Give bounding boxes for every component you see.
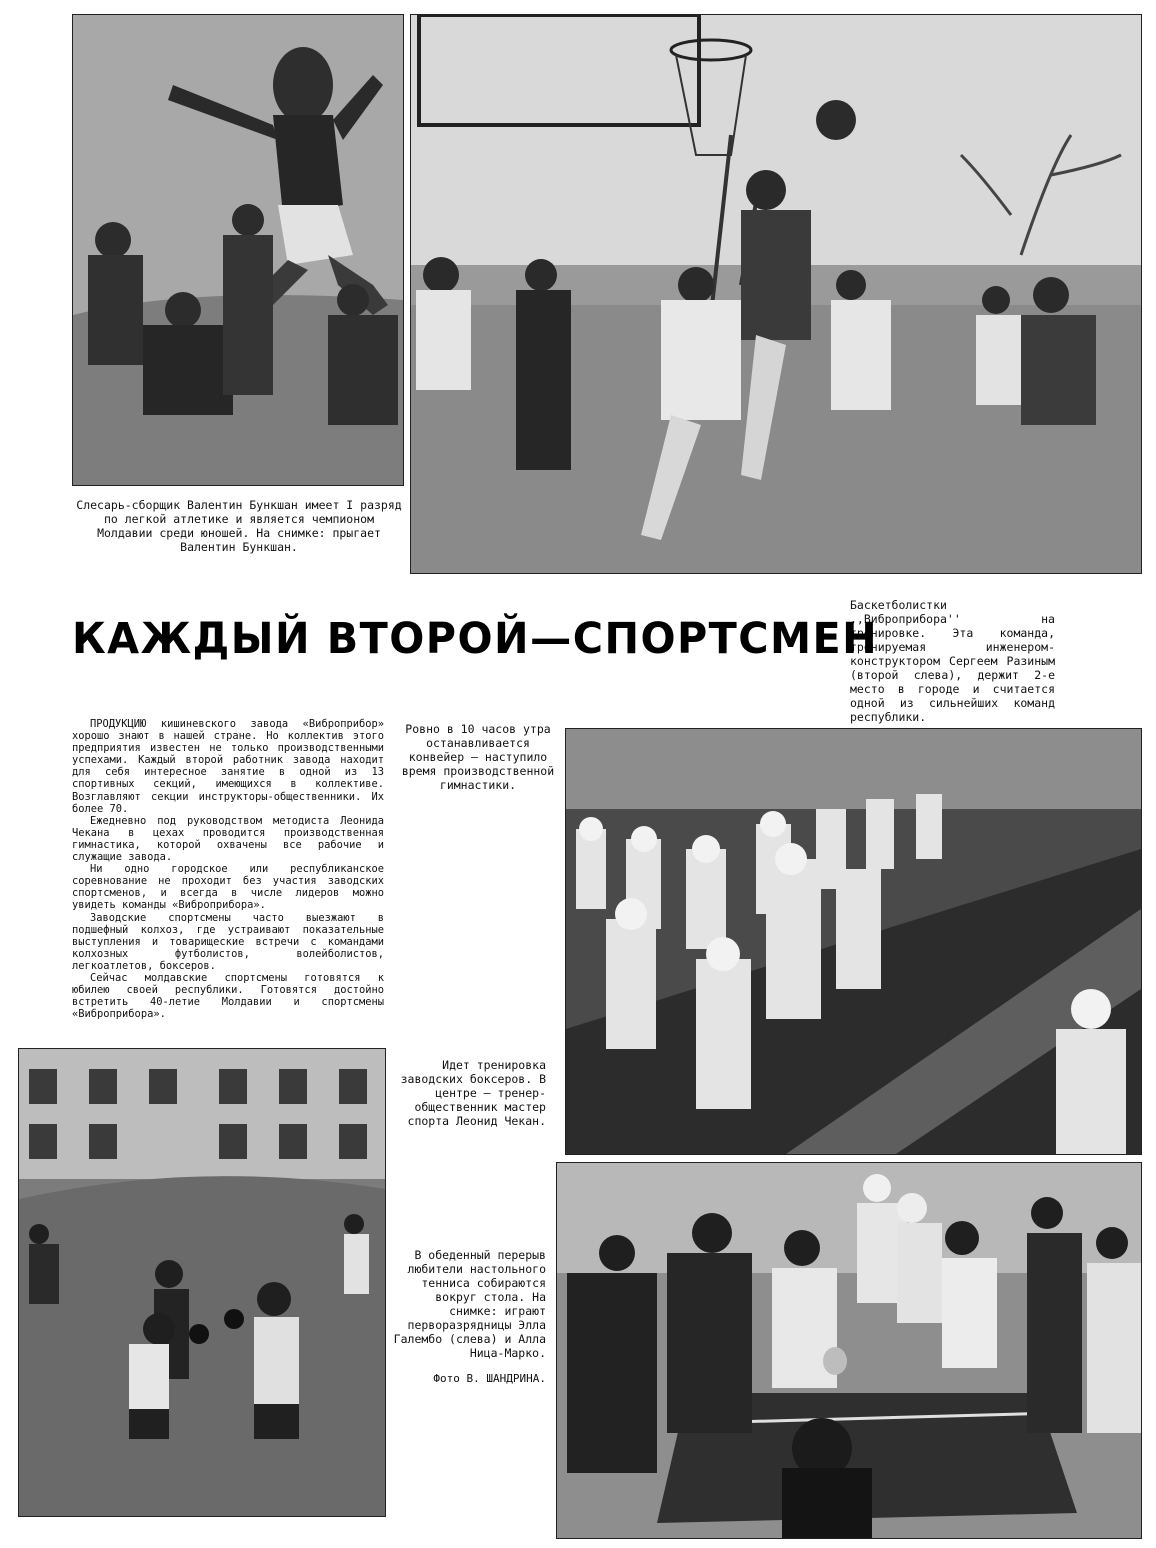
article-paragraph: Ежедневно под руководством методиста Леонида Чекана в цехах проводится производственная гимнастика, которой охвачены все рабочие и служащие завода. (72, 814, 384, 864)
article-paragraph: Сейчас молдавские спортсмены готовятся к юбилею своей республики. Готовятся достойно встретить 40-летие Молдавии и спортсмены «Виброприбора». (72, 971, 384, 1021)
headline: КАЖДЫЙ ВТОРОЙ—СПОРТСМЕН (72, 614, 879, 664)
caption-gymnastics: Ровно в 10 часов утра останавливается конвейер — наступило время производственной гимнастики. (401, 722, 555, 792)
photo-table-tennis (556, 1162, 1142, 1539)
article-body (72, 718, 384, 1020)
caption-table-tennis: В обеденный перерыв любители настольного тенниса собираются вокруг стола. На снимке: играют перворазрядницы Элла Галембо (слева) и Алла Ница-Марко. (393, 1248, 546, 1360)
photo-basketball (410, 14, 1142, 574)
photo-high-jump (72, 14, 404, 486)
article-paragraph: ПРОДУКЦИЮ кишиневского завода «Виброприбор» хорошо знают в нашей стране. Но коллектив этого предприятия известен не только производственными успехами. Каждый второй работник завода находит для себя интересное занятие в одной из 13 спортивных секций, имеющихся в коллективе. Возглавляют секции инструкторы-общественники. Их более 70. (72, 718, 384, 815)
caption-boxing: Идет тренировка заводских боксеров. В центре — тренер-общественник мастер спорта Леонид Чекан. (400, 1058, 546, 1128)
photo-gymnastics (565, 728, 1142, 1155)
article-paragraph: Заводские спортсмены часто выезжают в подшефный колхоз, где устраивают показательные выступления и товарищеские встречи с командами колхозных футболистов, волейболистов, легкоатлетов, боксеров. (72, 911, 384, 972)
photo-credit: Фото В. ШАНДРИНА. (433, 1372, 546, 1385)
caption-high-jump: Слесарь-сборщик Валентин Бункшан имеет I разряд по легкой атлетике и является чемпионом Молдавии среди юношей. На снимке: прыгает Валентин Бункшан. (76, 498, 402, 554)
article-paragraph: Ни одно городское или республиканское соревнование не проходит без участия заводских спортсменов, и всегда в числе лидеров можно увидеть команды «Виброприбора». (72, 863, 384, 912)
photo-boxing (18, 1048, 386, 1517)
caption-basketball: Баскетболистки ,,Виброприбора'' на тренировке. Эта команда, тренируемая инженером-конструктором Сергеем Разиным (второй слева), держит 2-е место в городе и считается одной из сильнейших команд республики. (850, 598, 1055, 724)
